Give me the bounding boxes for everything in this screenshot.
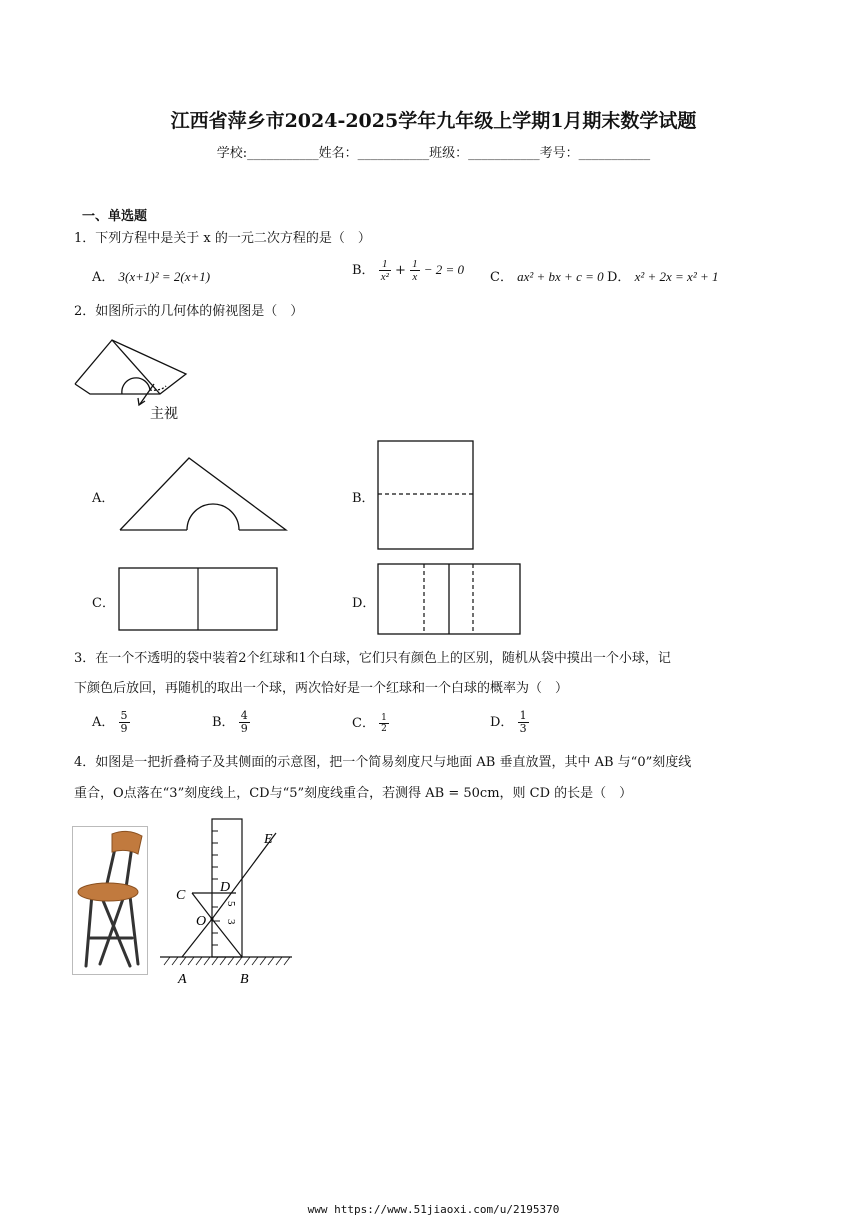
page-title: 江西省萍乡市2024-2025学年九年级上学期1月期末数学试题: [170, 110, 697, 132]
question-3-stem-line2: 下颜色后放回，再随机的取出一个球，两次恰好是一个红球和一个白球的概率为（ ）: [74, 681, 569, 696]
q1-option-d-text: x² + 2x = x² + 1: [634, 269, 719, 284]
q2-option-c-label: C．: [92, 596, 115, 611]
q3-option-d-label: D．: [490, 715, 514, 730]
ruler-mark-5: 5: [225, 901, 237, 907]
question-1-stem: 1．下列方程中是关于 x 的一元二次方程的是（ ）: [74, 231, 371, 246]
q1-option-d-label: D．: [607, 270, 631, 285]
q3-option-c-label: C．: [352, 716, 375, 731]
q1-option-c-label: C．: [490, 270, 513, 285]
q2-option-b-figure: [377, 440, 475, 552]
question-4-stem-line1: 4．如图是一把折叠椅子及其侧面的示意图，把一个简易刻度尺与地面 AB 垂直放置，其中 AB 与“0”刻度线: [74, 755, 692, 770]
label-o: O: [196, 914, 207, 929]
q3-option-d-frac: $\frac{1}{3}$: [519, 709, 527, 735]
q2-solid-figure: [70, 334, 190, 424]
footer-watermark-url: www https://www.51jiaoxi.com/u/2195370: [307, 1203, 560, 1216]
q3-option-d: [490, 710, 529, 735]
label-b: B: [240, 972, 249, 987]
q2-option-b-label: B．: [352, 491, 375, 506]
q1-option-a-label: A．: [92, 270, 115, 285]
q1-option-b-frac2: $\frac{1}{x}$: [412, 258, 418, 283]
q1-option-a-text: 3(x+1)² = 2(x+1): [118, 269, 211, 284]
label-c: C: [176, 888, 186, 903]
q3-option-b: [212, 710, 250, 735]
student-info-line: 学校:___________姓名：___________班级：___________考号：___________: [216, 146, 651, 161]
q1-option-c-text: ax² + bx + c = 0: [517, 269, 604, 284]
q2-option-a-label: A．: [92, 491, 115, 506]
label-d: D: [220, 880, 231, 895]
folding-chair-photo: [72, 826, 148, 976]
q3-option-a-frac: $\frac{5}{9}$: [120, 709, 128, 735]
question-4-stem-line2: 重合，O点落在“3”刻度线上，CD与“5”刻度线重合，若测得 AB = 50cm，则 CD 的长是（ ）: [74, 786, 633, 801]
q3-option-b-label: B．: [212, 715, 235, 730]
question-3-stem-line1: 3．在一个不透明的袋中装着2个红球和1个白球，它们只有颜色上的区别，随机从袋中摸出一个小球，记: [74, 651, 671, 666]
q2-option-d-label: D．: [352, 596, 376, 611]
q1-option-b: B． $\frac{1}{\text{x²}}$ + $\frac{1}{x}$ − 2 = 0: [352, 258, 465, 283]
q2-option-d-figure: [377, 563, 523, 637]
ruler-mark-3: 3: [225, 919, 237, 925]
q1-option-a: [92, 266, 210, 285]
q2-option-c-figure: [118, 567, 280, 633]
q1-option-b-label: B．: [352, 263, 375, 278]
q3-option-c: [352, 712, 389, 734]
q3-option-c-frac: $\frac{1}{2}$: [381, 713, 387, 734]
q1-option-b-frac1: $\frac{1}{\text{x²}}$: [380, 258, 389, 283]
q1-option-d: [607, 266, 719, 285]
section-heading: 一、单选题: [82, 209, 148, 224]
q3-option-b-frac: $\frac{4}{9}$: [240, 709, 248, 735]
q2-option-a-figure: [118, 456, 288, 536]
q1-option-c: [490, 266, 604, 285]
q3-option-a-label: A．: [92, 715, 115, 730]
q3-option-a: [92, 710, 130, 735]
chair-side-diagram: [158, 815, 298, 990]
question-2-stem: 2．如图所示的几何体的俯视图是（ ）: [74, 304, 304, 319]
q1-option-b-tail: − 2 = 0: [423, 262, 465, 277]
q2-view-arrow-label: 主视: [150, 406, 178, 422]
label-e: E: [264, 832, 273, 847]
label-a: A: [178, 972, 187, 987]
